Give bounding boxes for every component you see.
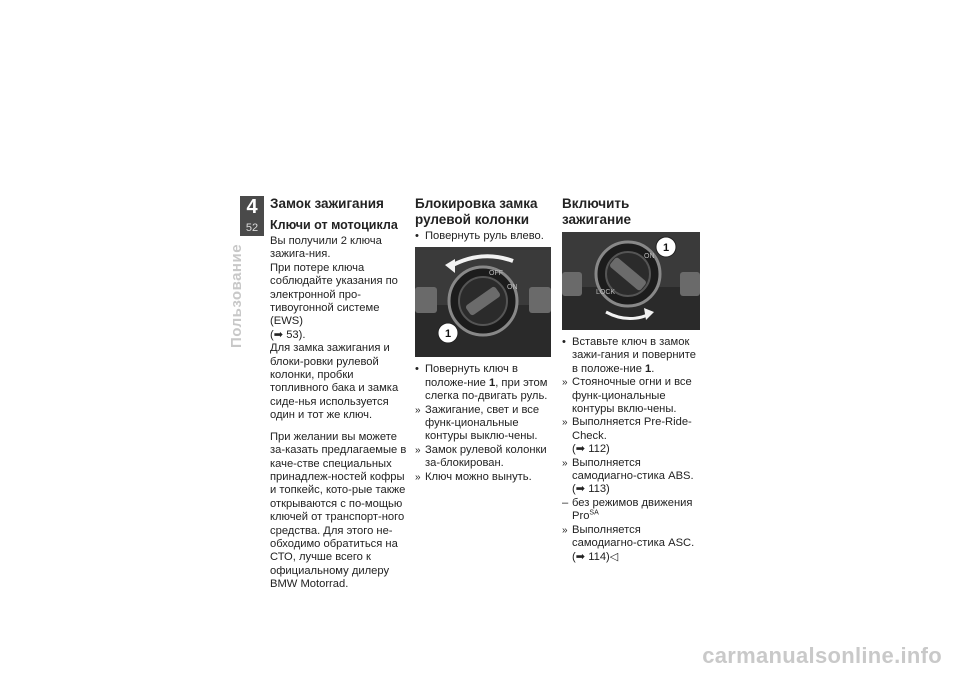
list-item: » Выполняется самодиагно-стика ASC. (➡ 114)◁ (562, 524, 702, 564)
result-arrow-icon (415, 404, 425, 417)
list-item: » Ключ можно вынуть. (415, 471, 551, 484)
list-item: » Замок рулевой колонки за-блокирован. (415, 444, 551, 471)
key-label-lock: LOCK (596, 289, 616, 296)
paragraph: При потере ключа соблюдайте указания по электронной про-тивоугонной системе (EWS) (270, 261, 398, 328)
paragraph: Для замка зажигания и блоки-ровки рулевой колонки, пробки топливного бака и замка сиде-нья используется один и тот же ключ. (270, 342, 399, 422)
list-item: » Выполняется Pre-Ride-Check. (➡ 112) (562, 416, 702, 456)
figure-callout: 1 (662, 242, 670, 254)
bullet-icon (562, 336, 572, 349)
column-ignition-lock (270, 196, 408, 592)
key-label-on: ON (507, 284, 518, 292)
list-item: » Стояночные огни и все функ-циональные контуры вклю-чены. (562, 376, 702, 416)
section-title: Блокировка замка рулевой колонки (415, 196, 538, 227)
column-steering-lock (415, 196, 551, 484)
key-label-on: ON (644, 253, 655, 260)
result-arrow-icon (415, 444, 425, 457)
section-title: Замок зажигания (270, 196, 384, 211)
paragraph: Вы получили 2 ключа зажига-ния. (270, 235, 382, 261)
page-number: 52 (240, 220, 264, 236)
list-item: • Вставьте ключ в замок зажи-гания и поверните в положе-ние 1. (562, 336, 702, 376)
list-item: » Зажигание, свет и все функ-циональные контуры выклю-чены. (415, 404, 551, 444)
list-item: • Повернуть ключ в положе-ние 1, при этом слегка по-двигать руль. (415, 363, 551, 403)
chapter-number: 4 (246, 196, 258, 218)
steering-lock-figure (415, 247, 551, 357)
key-label-off: OFF (489, 270, 503, 278)
result-arrow-icon (562, 416, 572, 429)
list-item: » Выполняется самодиагно-стика ABS. (➡ 113) (562, 457, 702, 497)
page-reference[interactable]: (➡ 53). (270, 328, 306, 341)
bullet-icon (415, 230, 425, 243)
result-arrow-icon (562, 376, 572, 389)
column-ignition-on (562, 196, 702, 564)
subsection-title: Ключи от мотоцикла (270, 218, 398, 232)
section-label: Пользование (228, 243, 245, 348)
result-arrow-icon (415, 471, 425, 484)
page-reference[interactable]: (➡ 112) (572, 443, 610, 456)
result-arrow-icon (562, 457, 572, 470)
watermark: carmanualsonline.info (702, 643, 942, 668)
section-title: Включить зажигание (562, 196, 632, 227)
figure-callout: 1 (444, 328, 452, 341)
result-arrow-icon (562, 524, 572, 537)
list-item: – без режимов движения Pro$^{SA}$ (562, 497, 702, 524)
dash-icon (562, 497, 572, 510)
ignition-on-figure (562, 232, 700, 330)
list-item: • Повернуть руль влево. (415, 230, 551, 243)
bullet-icon (415, 363, 425, 376)
paragraph: При желании вы можете за-казать предлагаемые в каче-стве специальных принадлеж-ностей кофры и топкейс, кото-рые также открываются с по-мощью ключей от транспорт-ного средства. Для этого не-обходимо обратиться на СТО, лучше всего к официальному дилеру BMW Motorrad. (270, 430, 407, 591)
